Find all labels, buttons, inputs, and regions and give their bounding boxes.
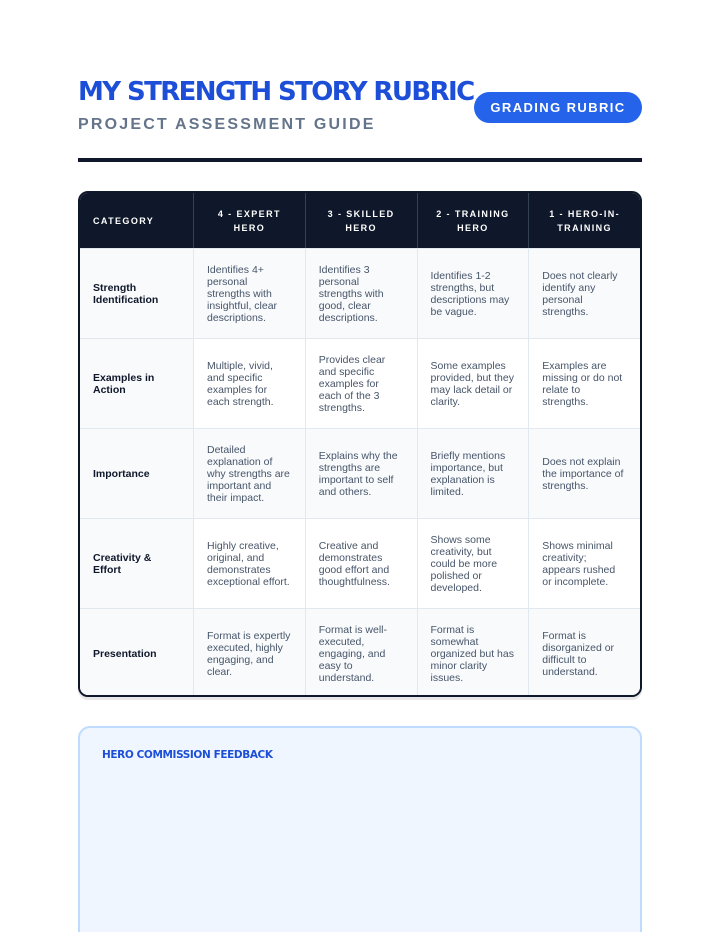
table-row (80, 428, 640, 518)
table-cell: Format is well-executed, engaging, and easy to understand. (305, 609, 417, 697)
column-header-level-3: 3 - SKILLED HERO (305, 193, 417, 248)
table-cell: Shows some creativity, but could be more polished or developed. (417, 519, 529, 608)
table-cell: Provides clear and specific examples for each of the 3 strengths. (305, 339, 417, 428)
row-category: Creativity & Effort (80, 519, 193, 608)
table-row (80, 608, 640, 697)
grading-rubric-badge: GRADING RUBRIC (474, 92, 642, 123)
table-cell: Does not explain the importance of strengths. (528, 429, 640, 518)
row-category: Importance (80, 429, 193, 518)
column-header-level-1: 1 - HERO-IN-TRAINING (528, 193, 640, 248)
table-cell: Shows minimal creativity; appears rushed or incomplete. (528, 519, 640, 608)
column-header-level-2: 2 - TRAINING HERO (417, 193, 529, 248)
page-subtitle: PROJECT ASSESSMENT GUIDE (78, 116, 376, 133)
page-title: MY STRENGTH STORY RUBRIC (78, 77, 474, 107)
column-header-level-4: 4 - EXPERT HERO (193, 193, 305, 248)
row-category: Examples in Action (80, 339, 193, 428)
row-category: Strength Identification (80, 249, 193, 338)
table-cell: Format is disorganized or difficult to understand. (528, 609, 640, 697)
table-cell: Creative and demonstrates good effort and thoughtfulness. (305, 519, 417, 608)
table-cell: Highly creative, original, and demonstrates exceptional effort. (193, 519, 305, 608)
table-cell: Examples are missing or do not relate to strengths. (528, 339, 640, 428)
table-cell: Briefly mentions importance, but explanation is limited. (417, 429, 529, 518)
table-row (80, 338, 640, 428)
table-cell: Multiple, vivid, and specific examples for each strength. (193, 339, 305, 428)
table-cell: Format is expertly executed, highly engaging, and clear. (193, 609, 305, 697)
column-header-category: CATEGORY (93, 215, 155, 226)
table-cell: Identifies 3 personal strengths with good, clear descriptions. (305, 249, 417, 338)
row-category: Presentation (80, 609, 193, 697)
rubric-table (78, 191, 642, 697)
table-cell: Detailed explanation of why strengths are important and their impact. (193, 429, 305, 518)
table-row (80, 518, 640, 608)
table-row (80, 248, 640, 338)
feedback-title: HERO COMMISSION FEEDBACK (102, 749, 273, 761)
table-cell: Some examples provided, but they may lack detail or clarity. (417, 339, 529, 428)
feedback-box (78, 726, 642, 932)
table-cell: Identifies 1-2 strengths, but descriptions may be vague. (417, 249, 529, 338)
table-cell: Format is somewhat organized but has minor clarity issues. (417, 609, 529, 697)
table-cell: Explains why the strengths are important to self and others. (305, 429, 417, 518)
table-header-row (80, 193, 640, 248)
table-cell: Does not clearly identify any personal strengths. (528, 249, 640, 338)
header-divider (78, 158, 642, 162)
table-cell: Identifies 4+ personal strengths with insightful, clear descriptions. (193, 249, 305, 338)
